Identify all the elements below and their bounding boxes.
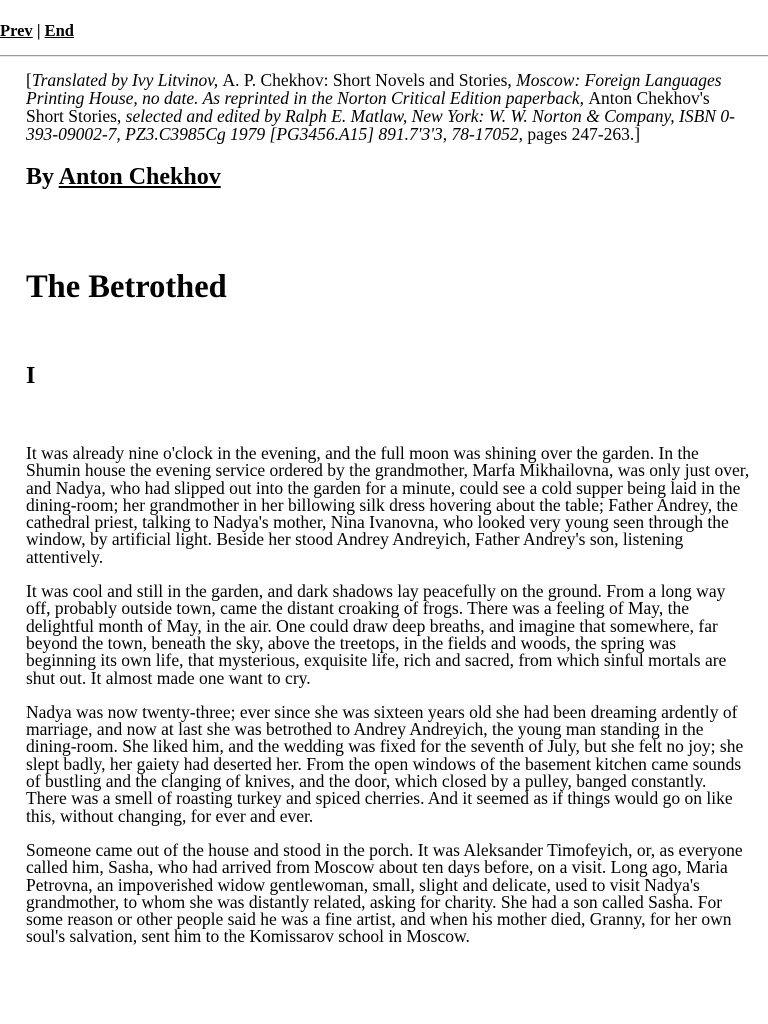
paragraph: Nadya was now twenty-three; ever since she was sixteen years old she had been dreaming ardently of marriage, and now at last she was betrothed to Andrey Andreyich, the young man standing in the dining-room. She liked him, and the wedding was fixed for the seventh of July, but she felt no joy; she slept badly, her gaiety had deserted her. From the open windows of the basement kitchen came sounds of bustling and the clanging of knives, and the door, which closed by a pulley, banged constantly. There was a smell of roasting turkey and spiced cherries. And it seemed as if things would go on like this, without changing, for ever and ever.	[26, 701, 744, 826]
top-navigation	[0, 21, 74, 41]
author-link[interactable]: Anton Chekhov	[58, 164, 221, 190]
translation-citation	[26, 71, 750, 143]
prev-link[interactable]: Prev	[0, 21, 33, 40]
end-link[interactable]: End	[44, 21, 74, 40]
citation-editor: selected and edited by Ralph E. Matlaw, New York: W. W. Norton & Company, ISBN 0-393-09002-7, PZ3.C3985Cg 1979 [PG3456.A15] 891.7'3'3, 78-17052	[26, 106, 735, 144]
document-body	[26, 71, 750, 963]
citation-publisher: Moscow: Foreign Languages Printing House, no date. As reprinted in the Norton Critical Edition paperback,	[26, 70, 722, 108]
story-text	[26, 445, 750, 946]
byline	[26, 162, 750, 192]
citation-pages: , pages 247-263.]	[518, 124, 641, 144]
chapter-heading: I	[26, 363, 36, 389]
citation-collection-title: Anton Chekhov's Short Stories,	[26, 88, 710, 126]
horizontal-rule	[0, 55, 768, 57]
citation-open-bracket: [	[26, 70, 32, 90]
nav-separator: |	[36, 21, 41, 40]
byline-prefix: By	[26, 164, 59, 190]
paragraph: It was cool and still in the garden, and dark shadows lay peacefully on the ground. From a long way off, probably outside town, came the distant croaking of frogs. There was a feeling of May, the delightful month of May, in the air. One could draw deep breaths, and imagine that somewhere, far beyond the town, beneath the sky, above the treetops, in the fields and woods, the spring was beginning its own life, that mysterious, exquisite life, rich and sacred, from which sinful mortals are shut out. It almost made one want to cry.	[26, 581, 727, 688]
story-title: The Betrothed	[26, 269, 227, 305]
paragraph: Someone came out of the house and stood in the porch. It was Aleksander Timofeyich, or, as everyone called him, Sasha, who had arrived from Moscow about ten days before, on a visit. Long ago, Maria Petrovna, an impoverished widow gentlewoman, small, slight and delicate, used to visit Nadya's grandmother, to whom she was distantly related, asking for charity. She had a son called Sasha. For some reason or other people said he was a fine artist, and when his mother died, Granny, for her own soul's salvation, sent him to the Komissarov school in Moscow.	[26, 839, 743, 947]
citation-book-title: A. P. Chekhov: Short Novels and Stories,	[222, 70, 517, 90]
citation-translator: Translated by Ivy Litvinov,	[31, 70, 223, 90]
paragraph: It was already nine o'clock in the evening, and the full moon was shining over the garden. In the Shumin house the evening service ordered by the grandmother, Marfa Mikhailovna, was only just over, and Nadya, who had slipped out into the garden for a minute, could see a cold supper being laid in the dining-room; her grandmother in her billowing silk dress hovering about the table; Father Andrey, the cathedral priest, talking to Nadya's mother, Nina Ivanovna, who looked very young seen through the window, by artificial light. Beside her stood Andrey Andreyich, Father Andrey's son, listening attentively.	[26, 443, 750, 567]
